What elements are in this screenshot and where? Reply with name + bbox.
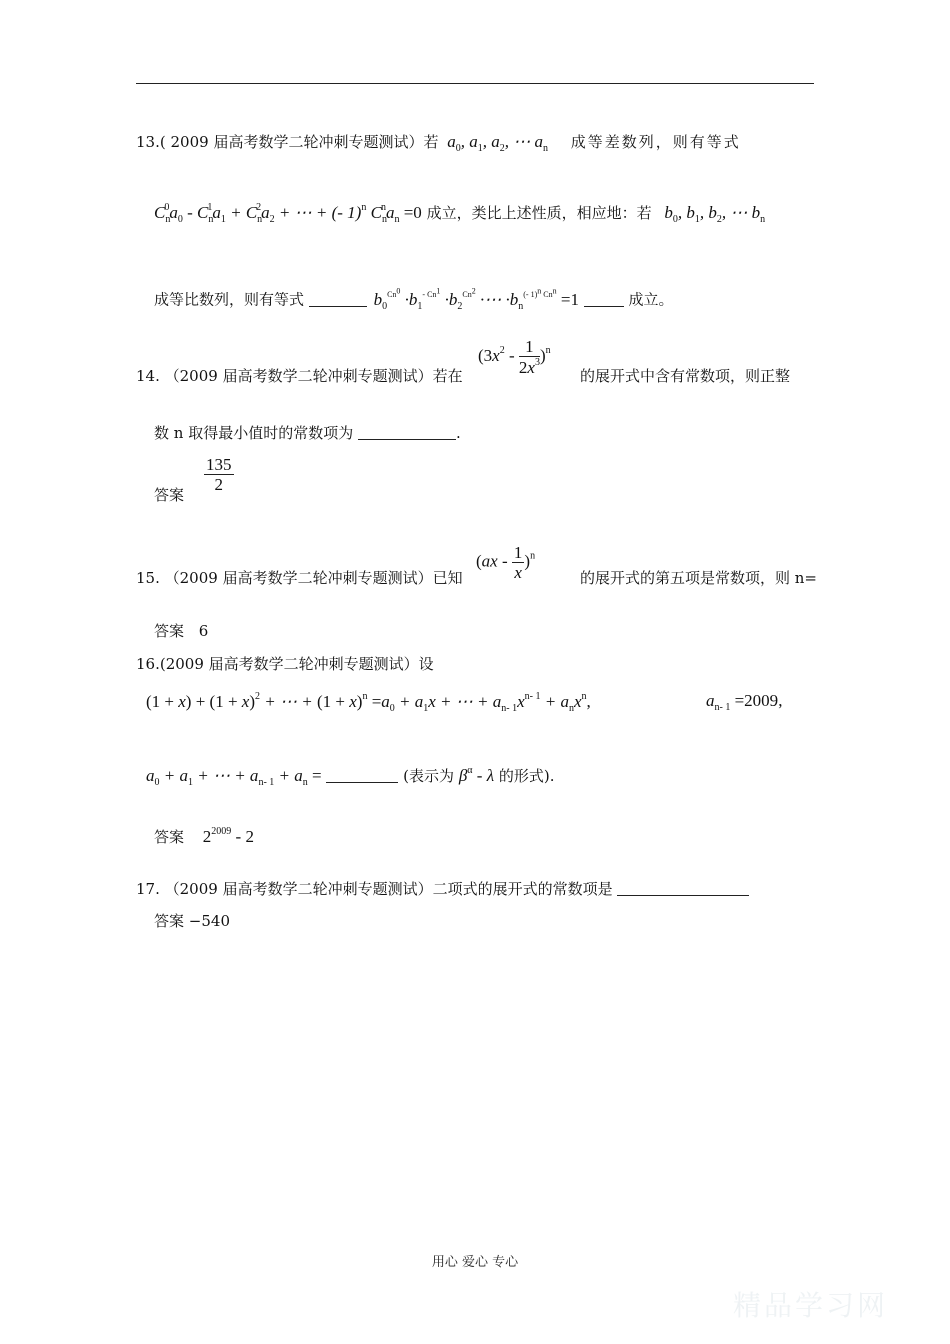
problem-13-text-1: 成等差数列，则有等式 bbox=[570, 133, 741, 151]
watermark: 精品学习网 bbox=[733, 1289, 889, 1322]
problem-14-line-2: 数 n 取得最小值时的常数项为 . bbox=[154, 424, 461, 442]
problem-17-answer-label: 答案 bbox=[154, 912, 185, 930]
problem-14-answer-label: 答案 bbox=[154, 486, 185, 504]
problem-16-label: 16. bbox=[136, 655, 160, 673]
problem-17-source: （2009 届高考数学二轮冲刺专题测试）二项式的展开式的常数项是 bbox=[164, 880, 613, 898]
problem-13-source: 2009 届高考数学二轮冲刺专题测试）若 bbox=[170, 133, 439, 151]
problem-14-line-1b bbox=[580, 369, 790, 384]
problem-13-seq-a: $a_0$, $a_1$, $a_2$, ⋯ $a_n$ bbox=[447, 132, 548, 154]
problem-17-answer-line bbox=[154, 914, 230, 929]
problem-15-answer-label: 答案 bbox=[154, 622, 185, 640]
problem-13-line-1 bbox=[136, 133, 741, 154]
problem-16-sum: $a_0 + a_1$ + ⋯ + $a_{n- 1} + a_n$ = bbox=[146, 766, 322, 788]
problem-15-answer: 6 bbox=[198, 622, 209, 640]
problem-13-seq-b: $b_0$, $b_1$, $b_2$, ⋯ $b_n$ bbox=[664, 203, 766, 225]
problem-13-identity: $C_n^0a_0 - C_n^1a_1 + C_n^2a_2$ + ⋯ + (- 1)$^n$ $C_n^na_n =0$ bbox=[154, 202, 422, 225]
problem-16-identity: $(1 + x) + (1 + x)^2$ + ⋯ + $(1 + x)^n =a_0 + a_1x$ + ⋯ + $a_{n- 1}x^{n- 1} + a_nx^n$, bbox=[146, 691, 591, 714]
problem-13-label: 13.( bbox=[136, 133, 166, 151]
problem-13-line-2 bbox=[154, 203, 765, 225]
problem-14-answer-num: 135 bbox=[206, 455, 232, 474]
problem-15-line-1 bbox=[136, 571, 463, 586]
problem-14-blank bbox=[358, 425, 456, 440]
problem-16-hint-expr: $\beta^\alpha$ - λ bbox=[458, 765, 495, 785]
problem-13-line-3 bbox=[154, 287, 674, 312]
problem-13-blank-right bbox=[584, 292, 624, 307]
problem-17-label: 17. bbox=[136, 880, 160, 898]
header-rule bbox=[136, 83, 814, 84]
problem-14-label: 14. bbox=[136, 367, 160, 385]
page-footer: 用心 爱心 专心 bbox=[431, 1255, 519, 1270]
problem-17-answer: −540 bbox=[188, 912, 230, 930]
problem-15-text-1: 的展开式的第五项是常数项，则 n= bbox=[580, 569, 817, 587]
problem-16-answer-line bbox=[154, 827, 254, 845]
problem-14-expr: ($3x^2$ - $\frac{1}{2x^3}$ )$^n$ bbox=[478, 337, 551, 377]
problem-15-line-1b bbox=[580, 571, 817, 586]
problem-14-line-1 bbox=[136, 369, 463, 384]
problem-13-text-4: 成立。 bbox=[628, 290, 674, 309]
problem-16-answer: $2^{2009} - 2$ bbox=[202, 826, 254, 846]
problem-14-text-1: 的展开式中含有常数项，则正整 bbox=[580, 367, 791, 385]
problem-16-source: (2009 届高考数学二轮冲刺专题测试）设 bbox=[159, 655, 434, 673]
problem-16-condition: $a_{n- 1} =2009$, bbox=[706, 691, 783, 713]
problem-13-blank-left bbox=[309, 292, 367, 307]
problem-16-blank bbox=[326, 768, 398, 783]
problem-13-answer-expr: $b_0^{Cn^0} \cdot b_1^{- Cn^1} \cdot b_2^{Cn^2}$ ·⋯ $\cdot b_n^{(- 1)^n Cn^n} =1$ bbox=[373, 286, 579, 312]
problem-15-label: 15. bbox=[136, 569, 160, 587]
problem-16-line-3 bbox=[146, 766, 554, 788]
problem-15-source: （2009 届高考数学二轮冲刺专题测试）已知 bbox=[164, 569, 463, 587]
problem-15-answer-line bbox=[154, 624, 208, 639]
problem-16-hint-2: 的形式). bbox=[498, 767, 555, 785]
problem-16-answer-label: 答案 bbox=[154, 828, 185, 846]
problem-14-source: （2009 届高考数学二轮冲刺专题测试）若在 bbox=[164, 367, 463, 385]
problem-15-expr: (ax - $\frac{1}{x}$ )$^n$ bbox=[476, 543, 536, 582]
problem-14-answer bbox=[204, 456, 234, 493]
problem-13-text-3: 成等比数列，则有等式 bbox=[154, 290, 305, 309]
problem-17-line-1 bbox=[136, 881, 749, 897]
problem-16-line-1 bbox=[136, 657, 434, 672]
problem-16-hint-1: (表示为 bbox=[403, 767, 455, 785]
problem-17-blank bbox=[617, 881, 749, 896]
problem-14-text-2: 数 n 取得最小值时的常数项为 bbox=[154, 424, 354, 442]
problem-13-text-2: 成立，类比上述性质，相应地：若 bbox=[426, 204, 652, 222]
problem-14-answer-den: 2 bbox=[214, 475, 223, 494]
